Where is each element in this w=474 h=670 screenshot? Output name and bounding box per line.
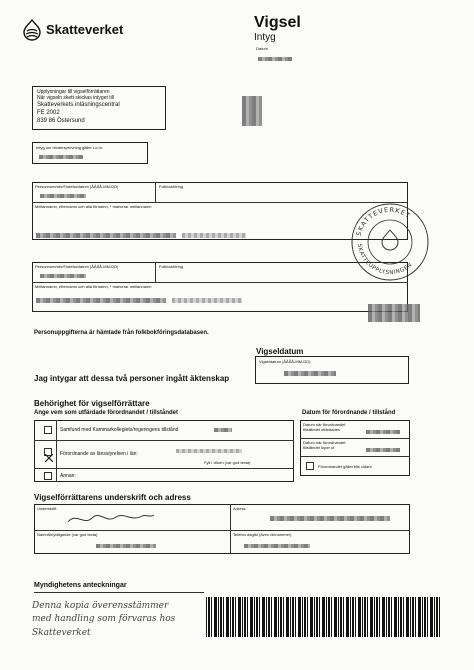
barcode xyxy=(206,597,440,637)
fyll-note: Fyll i vilken (var god texta) xyxy=(204,460,251,465)
form-subtitle: Intyg xyxy=(254,32,276,43)
vigseldatum-label: Vigseldatum (ÅÅÅÅ-MM-DD) xyxy=(259,359,311,364)
date-label: Datum xyxy=(256,46,268,51)
phone-label: Telefon dagtid (även riktnummer) xyxy=(233,532,292,537)
vigseldatum-box xyxy=(255,356,409,384)
declaration-text: Jag intygar att dessa två personer ingått äktenskap xyxy=(34,374,230,383)
handwritten-copy-line1: Denna kopia överensstämmer xyxy=(32,601,169,611)
person1-names-label: Mellannamn, efternamn och alla förnamn, * markerar mellannamn xyxy=(35,204,152,209)
behorighet-instruction: Ange vem som utfärdade förordnandet / tillståndet xyxy=(34,410,179,416)
vigseldatum-heading: Vigseldatum xyxy=(256,347,304,356)
hindersprovning-box xyxy=(32,142,148,164)
option-samfund-label: Samfund med Kammarkollegiets/regeringens tillstånd xyxy=(60,427,179,433)
handwritten-copy-line2: med handling som förvaras hos xyxy=(32,614,176,624)
person2-folkbok-label: Folkbokföring xyxy=(159,264,184,269)
option-lansstyrelsen-checkbox[interactable] xyxy=(44,448,52,456)
checkmark-x-icon xyxy=(45,454,53,462)
valid-until-further-checkbox[interactable] xyxy=(306,462,314,470)
datum-forordnande-heading: Datum för förordnande / tillstånd xyxy=(302,410,396,416)
expires-label: Datum när förordnandet tillståndet löper ut xyxy=(303,440,346,450)
signature-heading: Vigselförrättarens underskrift och adress xyxy=(34,493,191,502)
address-box: Upplysningar till vigselförrättaren När vigseln skett skickas intyget till Skatteverkets inläsningscentral FE 2002 839 86 Östersund xyxy=(32,86,166,130)
svg-text:SKATTEVERKET: SKATTEVERKET xyxy=(354,205,413,237)
person1-pnr-label: Personnummer/Födelsedatum (ÅÅÅÅ-MM-DD) xyxy=(35,184,119,189)
skatteverket-logo-icon xyxy=(22,19,42,41)
redacted-date xyxy=(258,57,292,61)
option-annan-label: Annan: xyxy=(60,473,76,479)
redacted-block xyxy=(242,96,262,126)
name-clarification-label: Namnförtydligande (var god texta) xyxy=(37,532,98,537)
source-note: Personuppgifterna är hämtade från folkbokföringsdatabasen. xyxy=(34,330,209,336)
option-samfund-checkbox[interactable] xyxy=(44,426,52,434)
option-annan-checkbox[interactable] xyxy=(44,472,52,480)
handwritten-signature-icon xyxy=(66,508,156,530)
form-title: Vigsel xyxy=(254,14,301,31)
option-lansstyrelsen-label: Förordnande av länsstyrelsen i län: xyxy=(60,451,138,457)
hindersprovning-label: Intyg om hindersprövning gäller t.o.m. xyxy=(36,145,103,150)
behorighet-heading: Behörighet för vigselförrättare xyxy=(34,399,150,408)
person2-names-label: Mellannamn, efternamn och alla förnamn, * markerar mellannamn xyxy=(35,284,152,289)
valid-until-further-label: Förordnandet gäller tills vidare xyxy=(318,464,372,469)
person1-folkbok-label: Folkbokföring xyxy=(159,184,184,189)
signature-label: Underskrift xyxy=(37,506,57,511)
address-label: Adress xyxy=(233,506,246,511)
handwritten-copy-line3: Skatteverket xyxy=(32,628,91,638)
myndighet-heading: Myndighetens anteckningar xyxy=(34,582,127,589)
svg-text:SKATTEUPPLYSNINGEN: SKATTEUPPLYSNINGEN xyxy=(356,243,414,277)
stamp-seal-icon xyxy=(348,200,432,284)
person2-pnr-label: Personnummer/Födelsedatum (ÅÅÅÅ-MM-DD) xyxy=(35,264,119,269)
logo-text: Skatteverket xyxy=(46,22,124,37)
issued-label: Datum när förordnandet tillståndet utfärdades xyxy=(303,422,346,432)
